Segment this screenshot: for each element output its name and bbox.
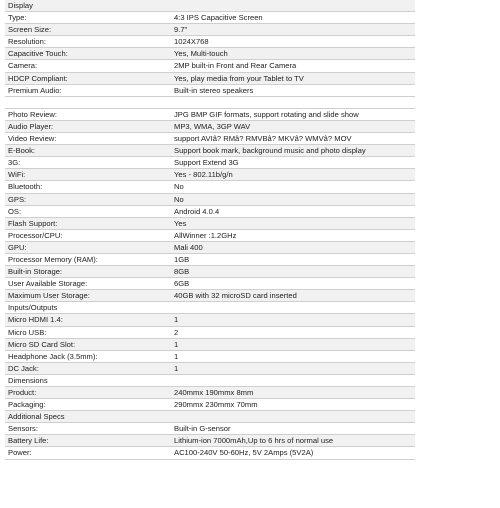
spec-row — [5, 254, 415, 266]
spec-label: Video Review: — [8, 134, 57, 144]
spec-value: Support Extend 3G — [174, 158, 239, 168]
section-header-row — [5, 302, 415, 314]
spec-label: 3G: — [8, 158, 21, 168]
spec-value: 1 — [174, 339, 179, 349]
spec-label: Screen Size: — [8, 25, 52, 35]
spacer-row — [5, 97, 415, 109]
spec-row — [5, 24, 415, 36]
spec-label: Capacitive Touch: — [8, 49, 68, 59]
spec-value: 6GB — [174, 279, 190, 289]
spec-label: Audio Player: — [8, 121, 54, 131]
spec-row — [5, 36, 415, 48]
spec-label: Processor Memory (RAM): — [8, 254, 98, 264]
spec-value: Mali 400 — [174, 242, 203, 252]
spec-row — [5, 399, 415, 411]
spec-row — [5, 133, 415, 145]
spec-value: 1 — [174, 315, 179, 325]
spec-value: Yes, play media from your Tablet to TV — [174, 73, 304, 83]
section-header-row — [5, 375, 415, 387]
spec-value: No — [174, 194, 184, 204]
spec-value: Yes — [174, 218, 187, 228]
section-title: Additional Specs — [8, 412, 65, 422]
spec-row — [5, 242, 415, 254]
spec-label: Type: — [8, 13, 27, 23]
spec-label: Flash Support: — [8, 218, 58, 228]
spec-label: Product: — [8, 388, 37, 397]
spec-row — [5, 290, 415, 302]
spec-value: 1GB — [174, 254, 190, 264]
spec-label: HDCP Compliant: — [8, 73, 68, 83]
spec-row — [5, 230, 415, 242]
spec-value: JPG BMP GIF formats, support rotating and slide show — [174, 109, 359, 119]
spec-label: Maximum User Storage: — [8, 291, 90, 301]
spec-label: Sensors: — [8, 424, 38, 434]
spec-value: 4:3 IPS Capacitive Screen — [174, 13, 263, 23]
spec-row — [5, 363, 415, 375]
spec-value: Yes - 802.11b/g/n — [174, 170, 233, 180]
spec-row — [5, 121, 415, 133]
spec-value: Support book mark, background music and photo display — [174, 146, 366, 156]
spec-label: OS: — [8, 206, 22, 216]
spec-row — [5, 60, 415, 72]
spec-value: 2MP built-in Front and Rear Camera — [174, 61, 297, 71]
spec-row — [5, 169, 415, 181]
spec-label: GPU: — [8, 242, 27, 252]
spec-label: Built-in Storage: — [8, 267, 63, 277]
spec-value: Built-in G-sensor — [174, 424, 231, 434]
spec-label: Premium Audio: — [8, 85, 62, 95]
spec-row — [5, 157, 415, 169]
spec-value: 240mmx 190mmx 8mm — [174, 388, 254, 397]
spec-value: Lithium-ion 7000mAh,Up to 6 hrs of normal use — [174, 436, 334, 446]
spec-value: Android 4.0.4 — [174, 206, 220, 216]
spec-row — [5, 12, 415, 24]
spec-value: AC100-240V 50-60Hz, 5V 2Amps (5V2A) — [174, 448, 314, 458]
spec-row — [5, 73, 415, 85]
spec-row — [5, 145, 415, 157]
spec-row — [5, 339, 415, 351]
spec-row — [5, 327, 415, 339]
spec-row — [5, 181, 415, 193]
spec-row — [5, 266, 415, 278]
spec-label: Headphone Jack (3.5mm): — [8, 351, 98, 361]
spec-label: Processor/CPU: — [8, 230, 63, 240]
section-title: Inputs/Outputs — [8, 303, 58, 313]
spec-label: Micro SD Card Slot: — [8, 339, 76, 349]
spec-value: 9.7" — [174, 25, 188, 35]
spec-value: AllWinner :1.2GHz — [174, 230, 237, 240]
spec-label: Photo Review: — [8, 109, 57, 119]
spec-value: MP3, WMA, 3GP WAV — [174, 121, 251, 131]
spec-row — [5, 351, 415, 363]
spec-label: User Available Storage: — [8, 279, 88, 289]
spec-value: 1024X768 — [174, 37, 209, 47]
spec-table — [5, 0, 415, 460]
spec-row — [5, 435, 415, 447]
spec-label: Packaging: — [8, 400, 46, 410]
spec-value: support AVIâ? RMâ? RMVBâ? MKVâ? WMVâ? MOV — [174, 134, 352, 144]
spec-value: Yes, Multi-touch — [174, 49, 228, 59]
spec-label: GPS: — [8, 194, 27, 204]
spec-row — [5, 447, 415, 459]
spec-label: Power: — [8, 448, 32, 458]
spec-value: 8GB — [174, 267, 190, 277]
spec-row — [5, 48, 415, 60]
section-title: Dimensions — [8, 375, 48, 385]
spec-row — [5, 314, 415, 326]
spec-row — [5, 206, 415, 218]
spec-label: Micro HDMI 1.4: — [8, 315, 63, 325]
spec-row — [5, 85, 415, 97]
spec-value: 290mmx 230mmx 70mm — [174, 400, 258, 410]
spec-value: 2 — [174, 327, 179, 337]
spec-label: Camera: — [8, 61, 38, 71]
spec-label: WiFi: — [8, 170, 26, 180]
spec-label: Resolution: — [8, 37, 46, 47]
spec-label: Micro USB: — [8, 327, 47, 337]
spec-row — [5, 194, 415, 206]
spec-value: 1 — [174, 363, 179, 373]
spec-label: Battery Life: — [8, 436, 49, 446]
spec-value: Built-in stereo speakers — [174, 85, 254, 95]
section-title: Display — [8, 1, 33, 10]
spec-row — [5, 278, 415, 290]
spec-row — [5, 218, 415, 230]
spec-value: 40GB with 32 microSD card inserted — [174, 291, 297, 301]
section-header-row — [5, 411, 415, 423]
section-header-row — [5, 0, 415, 12]
spec-row — [5, 423, 415, 435]
spec-label: E-Book: — [8, 146, 36, 156]
spec-value: 1 — [174, 351, 179, 361]
spec-label: Bluetooth: — [8, 182, 43, 192]
spec-value: No — [174, 182, 184, 192]
spec-row — [5, 387, 415, 399]
spec-row — [5, 109, 415, 121]
spec-label: DC Jack: — [8, 363, 39, 373]
